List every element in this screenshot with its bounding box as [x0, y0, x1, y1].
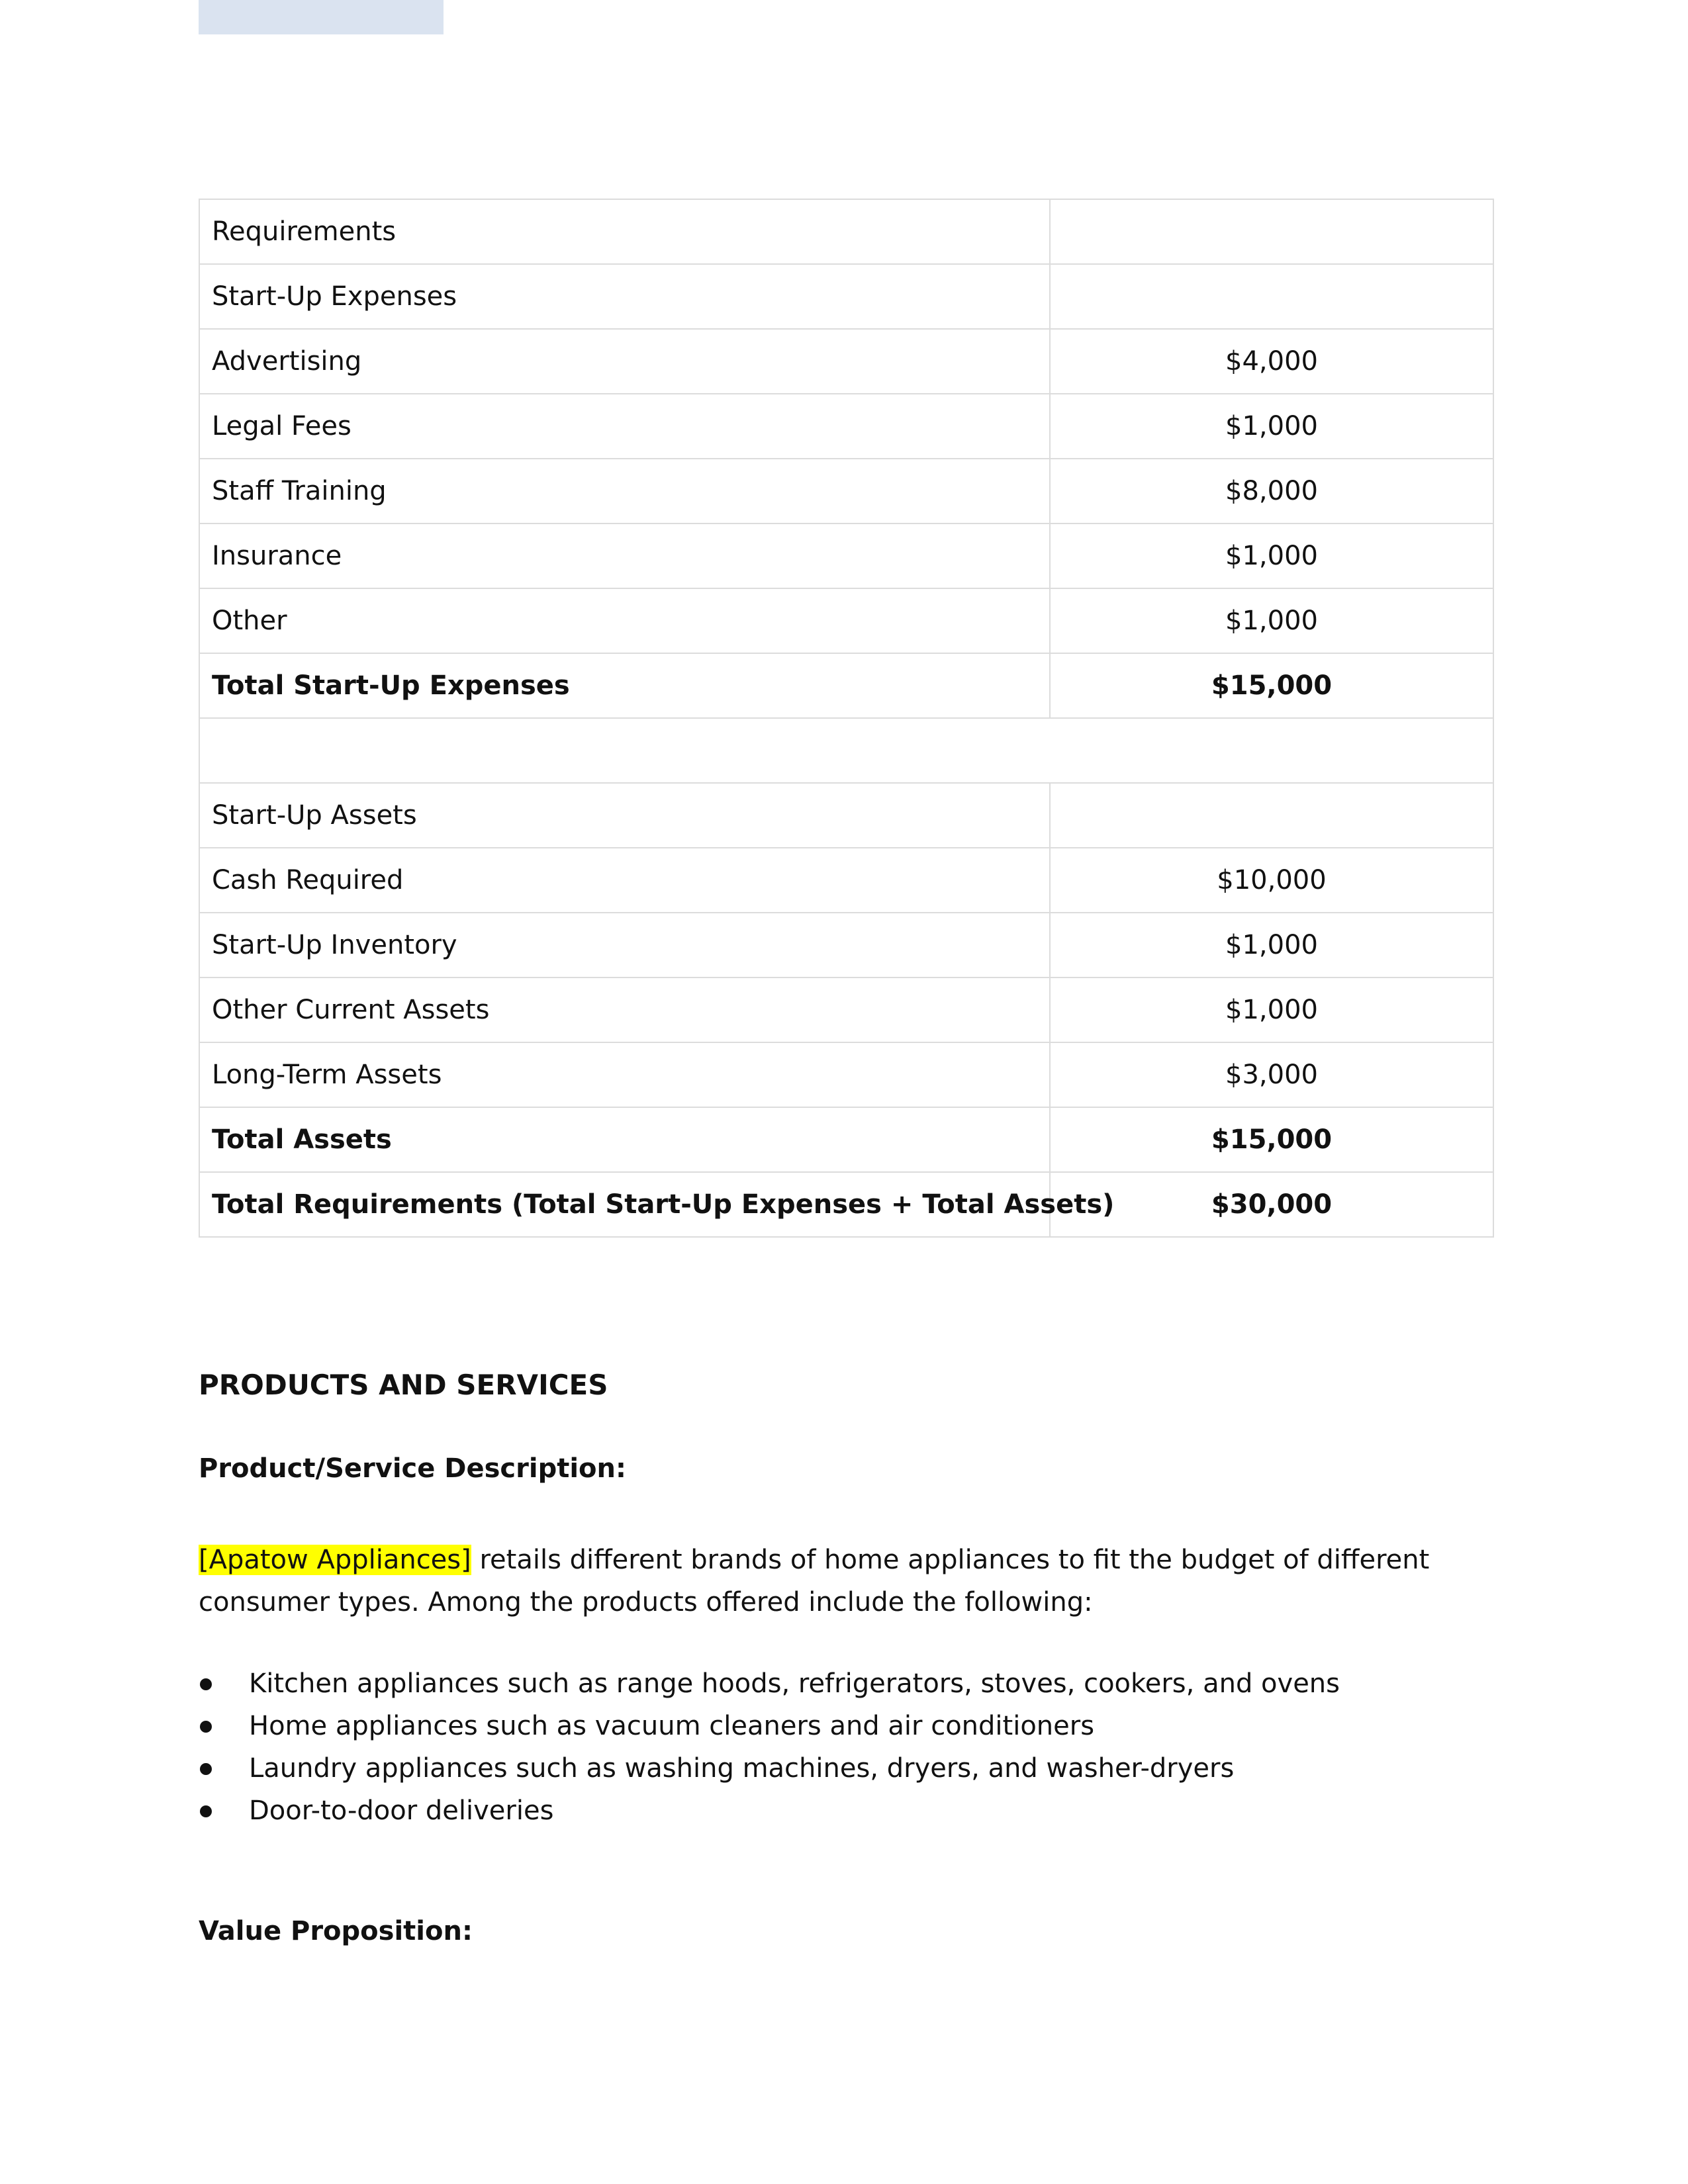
bullet-item-kitchen	[199, 1662, 1340, 1705]
section-heading-products-and-services: PRODUCTS AND SERVICES	[199, 1369, 608, 1401]
table-label-cell: Advertising	[199, 329, 1050, 394]
requirements-table	[199, 199, 1494, 1238]
table-row	[199, 1042, 1493, 1107]
table-value-cell	[1050, 264, 1493, 329]
table-row	[199, 718, 1493, 783]
product-description-heading: Product/Service Description:	[199, 1453, 626, 1484]
value-proposition-heading: Value Proposition:	[199, 1916, 473, 1946]
table-value-cell: $15,000	[1050, 653, 1493, 718]
bullet-icon	[200, 1678, 212, 1690]
table-row	[199, 329, 1493, 394]
table-row	[199, 783, 1493, 848]
table-row	[199, 1107, 1493, 1172]
bullet-item-home	[199, 1705, 1340, 1747]
table-row	[199, 523, 1493, 588]
company-name-highlight: [Apatow Appliances]	[199, 1545, 471, 1575]
table-label-cell: Total Assets	[199, 1107, 1050, 1172]
table-label-cell: Total Start-Up Expenses	[199, 653, 1050, 718]
table-value-cell: $30,000	[1050, 1172, 1493, 1237]
bullet-item-delivery	[199, 1790, 1340, 1832]
table-label-cell: Total Requirements (Total Start-Up Expenses + Total Assets)	[199, 1172, 1050, 1237]
table-label-cell: Start-Up Expenses	[199, 264, 1050, 329]
product-bullet-list	[199, 1662, 1340, 1832]
table-label-cell: Long-Term Assets	[199, 1042, 1050, 1107]
table-label-cell: Cash Required	[199, 848, 1050, 913]
table-value-cell: $1,000	[1050, 394, 1493, 459]
product-description-paragraph	[199, 1539, 1496, 1623]
product-description-text: retails different brands of home appliances to fit the budget of different consumer types. Among the products offered include the following:	[199, 1545, 1430, 1617]
table-row	[199, 1172, 1493, 1237]
table-label-cell: Requirements	[199, 199, 1050, 264]
bullet-text: Door-to-door deliveries	[249, 1796, 554, 1826]
table-value-cell: $1,000	[1050, 588, 1493, 653]
table-row	[199, 978, 1493, 1042]
header-tab	[199, 0, 444, 34]
table-label-cell: Staff Training	[199, 459, 1050, 523]
table-value-cell: $1,000	[1050, 523, 1493, 588]
table-value-cell: $8,000	[1050, 459, 1493, 523]
table-label-cell: Other	[199, 588, 1050, 653]
bullet-icon	[200, 1763, 212, 1775]
table-spacer-cell	[199, 718, 1493, 783]
table-row	[199, 264, 1493, 329]
table-label-cell: Insurance	[199, 523, 1050, 588]
table-row	[199, 588, 1493, 653]
table-label-cell: Legal Fees	[199, 394, 1050, 459]
table-value-cell: $1,000	[1050, 978, 1493, 1042]
bullet-icon	[200, 1805, 212, 1817]
requirements-table-body	[199, 199, 1493, 1237]
table-row	[199, 459, 1493, 523]
bullet-text: Home appliances such as vacuum cleaners and air conditioners	[249, 1711, 1095, 1741]
table-row	[199, 653, 1493, 718]
table-value-cell: $10,000	[1050, 848, 1493, 913]
table-value-cell: $1,000	[1050, 913, 1493, 978]
table-value-cell: $4,000	[1050, 329, 1493, 394]
table-value-cell: $15,000	[1050, 1107, 1493, 1172]
table-value-cell	[1050, 199, 1493, 264]
table-row	[199, 199, 1493, 264]
table-label-cell: Start-Up Assets	[199, 783, 1050, 848]
table-row	[199, 848, 1493, 913]
table-row	[199, 394, 1493, 459]
bullet-text: Laundry appliances such as washing machines, dryers, and washer-dryers	[249, 1753, 1235, 1784]
table-label-cell: Other Current Assets	[199, 978, 1050, 1042]
bullet-icon	[200, 1721, 212, 1733]
table-value-cell	[1050, 783, 1493, 848]
table-row	[199, 913, 1493, 978]
table-value-cell: $3,000	[1050, 1042, 1493, 1107]
bullet-item-laundry	[199, 1747, 1340, 1790]
bullet-text: Kitchen appliances such as range hoods, refrigerators, stoves, cookers, and ovens	[249, 1668, 1340, 1699]
table-label-cell: Start-Up Inventory	[199, 913, 1050, 978]
